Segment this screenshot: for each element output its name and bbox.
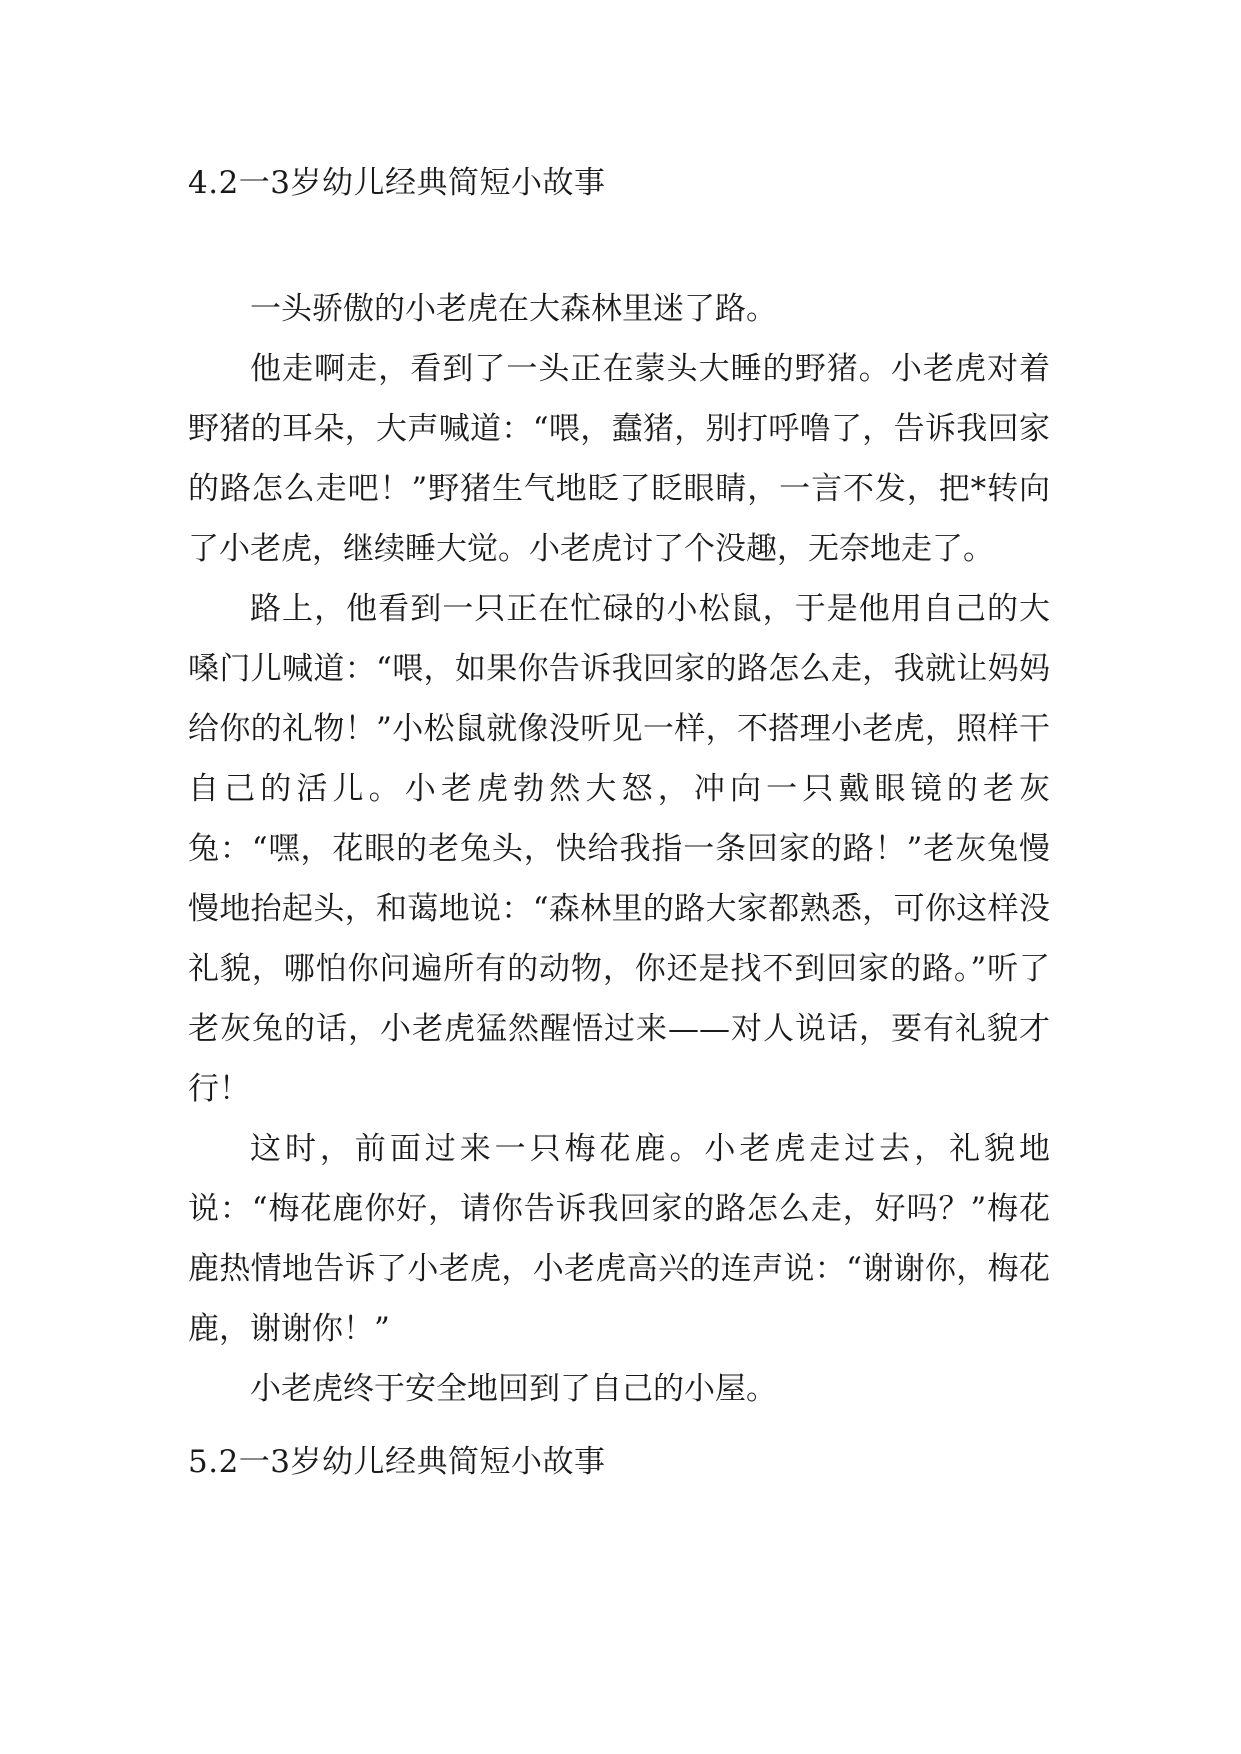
story-paragraph: 一头骄傲的小老虎在大森林里迷了路。 — [250, 291, 777, 327]
story-paragraph: 他走啊走，看到了一头正在蒙头大睡的野猪。小老虎对着野猪的耳朵，大声喊道：“喂，蠢猪，别打呼噜了，告诉我回家的路怎么走吧！”野猪生气地眨了眨眼睛，一言不发，把*转向了小老虎，继续睡大觉。小老虎讨了个没趣，无奈地走了。 — [188, 351, 1050, 567]
story-paragraph: 小老虎终于安全地回到了自己的小屋。 — [250, 1371, 777, 1407]
story-paragraph: 这时，前面过来一只梅花鹿。小老虎走过去，礼貌地说：“梅花鹿你好，请你告诉我回家的路怎么走，好吗？”梅花鹿热情地告诉了小老虎，小老虎高兴的连声说：“谢谢你，梅花鹿，谢谢你！” — [188, 1131, 1050, 1347]
story-body — [188, 279, 1050, 1419]
section-heading-4: 4.2一3岁幼儿经典简短小故事 — [188, 165, 606, 201]
story-paragraph: 路上，他看到一只正在忙碌的小松鼠，于是他用自己的大嗓门儿喊道：“喂，如果你告诉我回家的路怎么走，我就让妈妈给你的礼物！”小松鼠就像没听见一样，不搭理小老虎，照样干自己的活儿。小老虎勃然大怒，冲向一只戴眼镜的老灰兔：“嘿，花眼的老兔头，快给我指一条回家的路！”老灰兔慢慢地抬起头，和蔼地说：“森林里的路大家都熟悉，可你这样没礼貌，哪怕你问遍所有的动物，你还是找不到回家的路。”听了老灰兔的话，小老虎猛然醒悟过来——对人说话，要有礼貌才行！ — [188, 591, 1050, 1107]
section-heading-5: 5.2一3岁幼儿经典简短小故事 — [188, 1444, 606, 1480]
